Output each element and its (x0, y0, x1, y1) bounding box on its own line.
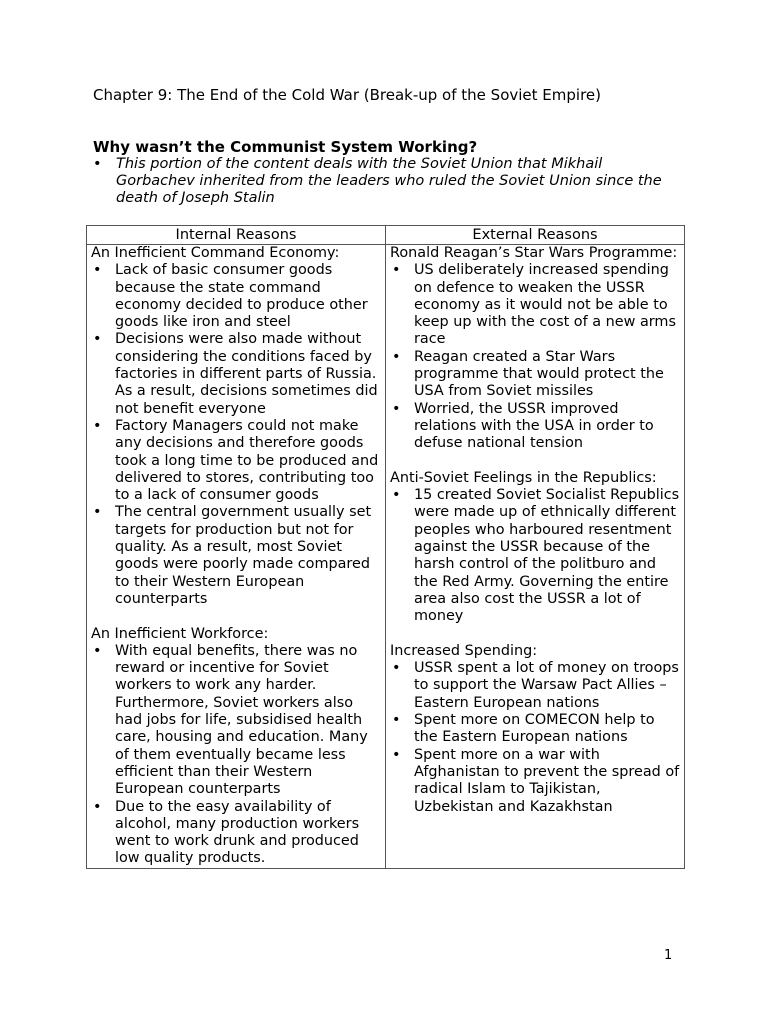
list-item (91, 799, 381, 868)
internal-reasons-cell (87, 245, 386, 869)
list-item (91, 418, 381, 504)
bullet-list (390, 660, 680, 816)
bullet-icon: • (392, 262, 401, 279)
bullet-icon: • (392, 746, 401, 763)
section-heading: An Inefficient Workforce: (91, 625, 269, 642)
section-heading: Ronald Reagan’s Star Wars Programme: (390, 245, 678, 261)
bullet-icon: • (93, 504, 102, 521)
list-item (390, 487, 680, 625)
list-item (390, 747, 680, 816)
list-item (91, 643, 381, 799)
section-heading: Increased Spending: (390, 642, 538, 659)
bullet-icon: • (392, 487, 401, 504)
bullet-icon: • (392, 660, 401, 677)
list-item-text: With equal benefits, there was no reward or incentive for Soviet workers to work any harder. Furthermore, Soviet workers also had jobs for life, subsidised health care, housing and education. Many of them eventually became less efficient than their Western European counterparts (115, 642, 368, 798)
intro-text: This portion of the content deals with the Soviet Union that Mikhail Gorbachev inherited from the leaders who ruled the Soviet Union since the death of Joseph Stalin (116, 156, 662, 207)
list-item (91, 504, 381, 608)
list-item (390, 401, 680, 453)
reasons-table (86, 225, 685, 869)
table-row (87, 245, 685, 869)
list-item (390, 349, 680, 401)
list-item-text: Decisions were also made without considering the conditions faced by factories in different parts of Russia. As a result, decisions sometimes did not benefit everyone (115, 331, 378, 417)
list-item (390, 712, 680, 747)
list-item (91, 331, 381, 417)
list-item (91, 262, 381, 331)
list-item-text: USSR spent a lot of money on troops to support the Warsaw Pact Allies – Eastern European nations (414, 660, 679, 711)
bullet-icon: • (392, 712, 401, 729)
bullet-list (390, 262, 680, 452)
spacer (390, 626, 680, 643)
bullet-list (91, 262, 381, 608)
list-item (390, 262, 680, 348)
bullet-icon: • (392, 348, 401, 365)
list-item-text: Due to the easy availability of alcohol, many production workers went to work drunk and produced low quality products. (115, 798, 360, 867)
list-item-text: US deliberately increased spending on defence to weaken the USSR economy as it would not be able to keep up with the cost of a new arms race (414, 262, 676, 348)
list-item-text: The central government usually set targets for production but not for quality. As a result, most Soviet goods were poorly made compared to their Western European counterparts (115, 504, 372, 607)
intro-item (93, 156, 683, 208)
section-subheading: Why wasn’t the Communist System Working? (93, 138, 478, 156)
list-item-text: Spent more on COMECON help to the Eastern European nations (414, 712, 655, 746)
intro-list (93, 156, 683, 208)
list-item-text: Lack of basic consumer goods because the state command economy decided to produce other goods like iron and steel (115, 262, 368, 331)
section-heading: An Inefficient Command Economy: (91, 245, 340, 261)
bullet-list (91, 643, 381, 868)
list-item-text: 15 created Soviet Socialist Republics were made up of ethnically different peoples who harboured resentment against the USSR because of the harsh control of the politburo and the Red Army. Governing the entire area also cost the USSR a lot of money (414, 487, 680, 625)
list-item-text: Worried, the USSR improved relations with the USA in order to defuse national tension (414, 400, 654, 452)
bullet-list (390, 487, 680, 625)
bullet-icon: • (93, 156, 102, 172)
chapter-title: Chapter 9: The End of the Cold War (Break-up of the Soviet Empire) (93, 86, 601, 104)
internal-reasons-header: Internal Reasons (87, 226, 386, 245)
external-reasons-cell (386, 245, 685, 869)
spacer (91, 608, 381, 625)
list-item-text: Reagan created a Star Wars programme that would protect the USA from Soviet missiles (414, 348, 664, 400)
bullet-icon: • (93, 417, 102, 434)
bullet-icon: • (93, 798, 102, 815)
list-item (390, 660, 680, 712)
external-reasons-header: External Reasons (386, 226, 685, 245)
bullet-icon: • (93, 642, 102, 659)
page-number: 1 (664, 948, 673, 963)
list-item-text: Factory Managers could not make any decisions and therefore goods took a long time to be produced and delivered to stores, contributing too to a lack of consumer goods (115, 417, 379, 504)
list-item-text: Spent more on a war with Afghanistan to prevent the spread of radical Islam to Tajikistan, Uzbekistan and Kazakhstan (414, 746, 680, 815)
spacer (390, 453, 680, 470)
bullet-icon: • (93, 262, 102, 279)
table-header-row (87, 226, 685, 245)
bullet-icon: • (392, 400, 401, 417)
section-heading: Anti-Soviet Feelings in the Republics: (390, 469, 657, 486)
bullet-icon: • (93, 331, 102, 348)
